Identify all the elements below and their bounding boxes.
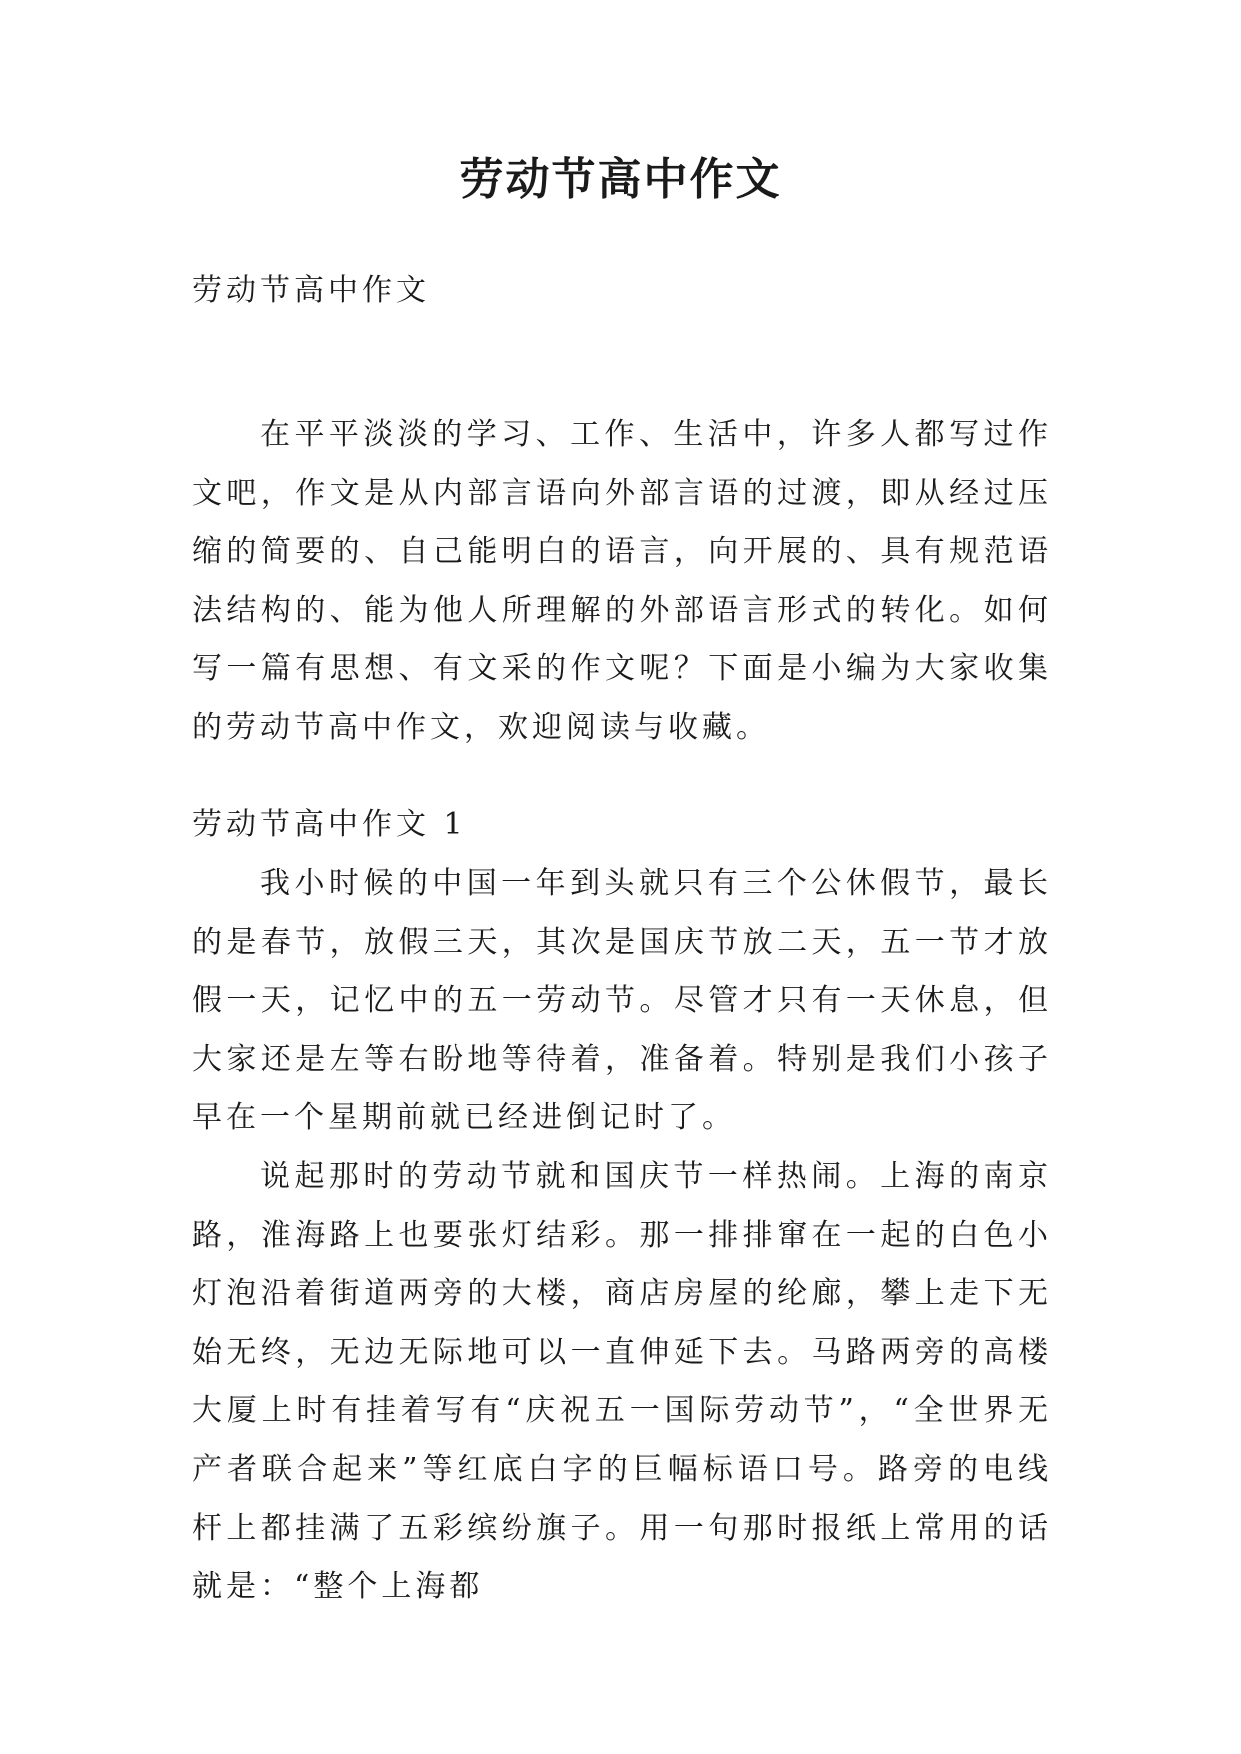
body-paragraph-2: 说起那时的劳动节就和国庆节一样热闹。上海的南京路，淮海路上也要张灯结彩。那一排排窜在一起的白色小灯泡沿着街道两旁的大楼，商店房屋的纶廊，攀上走下无始无终，无边无际地可以一直伸延下去。马路两旁的高楼大厦上时有挂着写有“庆祝五一国际劳动节”，“全世界无产者联合起来”等红底白字的巨幅标语口号。路旁的电线杆上都挂满了五彩缤纷旗子。用一句那时报纸上常用的话就是：“整个上海都 (192, 1159, 1052, 1605)
document-title: 劳动节高中作文 (459, 154, 782, 205)
body-paragraph-1: 我小时候的中国一年到头就只有三个公休假节，最长的是春节，放假三天，其次是国庆节放二天，五一节才放假一天，记忆中的五一劳动节。尽管才只有一天休息，但大家还是左等右盼地等待着，准备着。特别是我们小孩子早在一个星期前就已经进倒记时了。 (192, 866, 1052, 1136)
section-heading: 劳动节高中作文 1 (192, 807, 467, 842)
intro-paragraph: 在平平淡淡的学习、工作、生活中，许多人都写过作文吧，作文是从内部言语向外部言语的过渡，即从经过压缩的简要的、自己能明白的语言，向开展的、具有规范语法结构的、能为他人所理解的外部语言形式的转化。如何写一篇有思想、有文采的作文呢？下面是小编为大家收集的劳动节高中作文，欢迎阅读与收藏。 (192, 417, 1052, 745)
document-subtitle: 劳动节高中作文 (192, 273, 430, 308)
